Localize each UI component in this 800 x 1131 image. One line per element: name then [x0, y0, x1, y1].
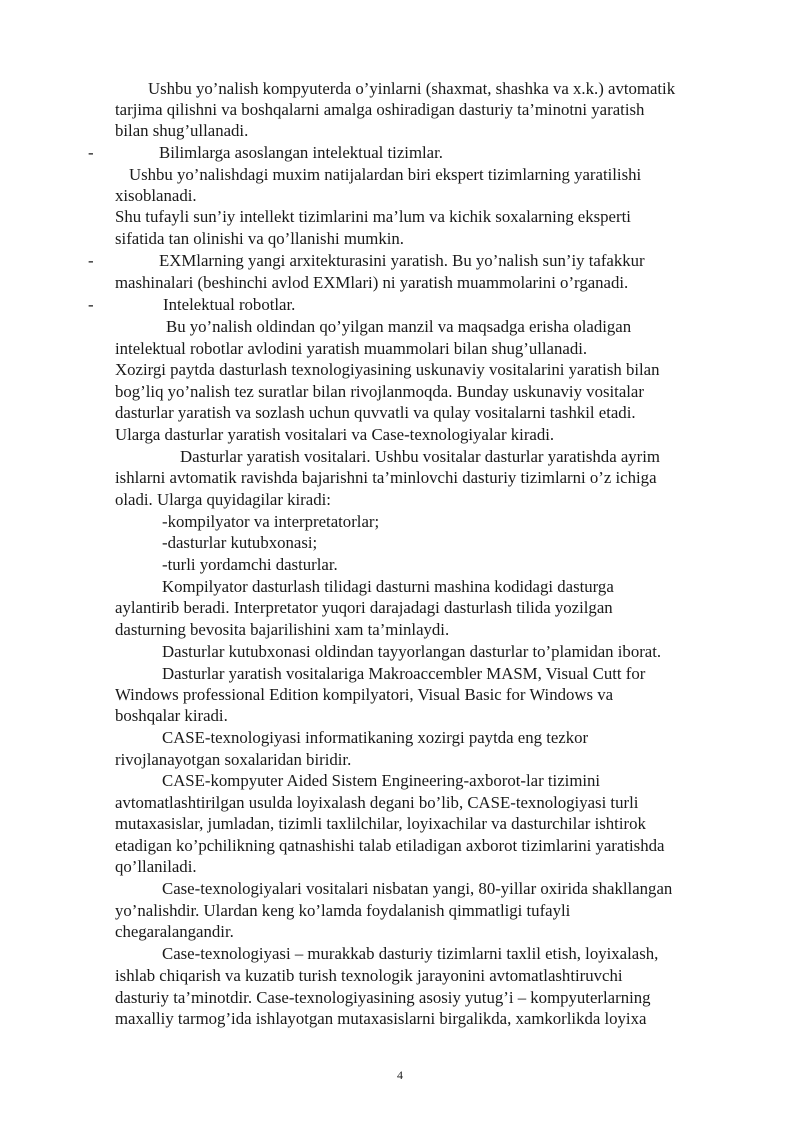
text-line: xisoblanadi. [115, 186, 197, 205]
text-line: Kompilyator dasturlash tilidagi dasturni mashina kodidagi dasturga [162, 577, 614, 596]
text-line: bilan shug’ullanadi. [115, 121, 249, 140]
text-line: ishlarni avtomatik ravishda bajarishni ta’minlovchi dasturiy tizimlarni o’z ichiga [115, 468, 657, 487]
list-item: -dasturlar kutubxonasi; [162, 533, 318, 552]
list-item: -kompilyator va interpretatorlar; [162, 512, 380, 531]
text-line: Ushbu yo’nalish kompyuterda o’yinlarni (shaxmat, shashka va x.k.) avtomatik [148, 79, 676, 98]
text-line: avtomatlashtirilgan usulda loyixalash degani bo’lib, CASE-texnologiyasi turli [115, 793, 639, 812]
list-item-heading: Intelektual robotlar. [163, 295, 296, 314]
text-line: Case-texnologiyasi – murakkab dasturiy tizimlarni taxlil etish, loyixalash, [162, 944, 659, 963]
text-line: dasturlar yaratish va sozlash uchun quvvatli va qulay vositalarni tashkil etadi. [115, 403, 636, 422]
list-dash: - [88, 251, 94, 270]
text-line: tarjima qilishni va boshqalarni amalga oshiradigan dasturiy ta’minotni yaratish [115, 100, 645, 119]
list-dash: - [88, 143, 94, 162]
text-line: ishlab chiqarish va kuzatib turish texnologik jarayonini avtomatlashtiruvchi [115, 966, 623, 985]
text-line: CASE-texnologiyasi informatikaning xozirgi paytda eng tezkor [162, 728, 589, 747]
text-line: yo’nalishdir. Ulardan keng ko’lamda foydalanish qimmatligi tufayli [115, 901, 571, 920]
text-line: sifatida tan olinishi va qo’llanishi mumkin. [115, 229, 404, 248]
text-line: bog’liq yo’nalish tez suratlar bilan rivojlanmoqda. Bunday uskunaviy vositalar [115, 382, 644, 401]
text-line: qo’llaniladi. [115, 857, 197, 876]
text-line: Ularga dasturlar yaratish vositalari va Case-texnologiyalar kiradi. [115, 425, 555, 444]
text-line: boshqalar kiradi. [115, 706, 228, 725]
text-line: Ushbu yo’nalishdagi muxim natijalardan biri ekspert tizimlarning yaratilishi [129, 165, 642, 184]
text-line: mutaxasislar, jumladan, tizimli taxlilchilar, loyixachilar va dasturchilar ishtirok [115, 814, 646, 833]
text-line: Dasturlar yaratish vositalari. Ushbu vositalar dasturlar yaratishda ayrim [180, 447, 660, 466]
text-line: rivojlanayotgan soxalaridan biridir. [115, 750, 352, 769]
text-line: oladi. Ularga quyidagilar kiradi: [115, 490, 331, 509]
text-line: CASE-kompyuter Aided Sistem Engineering-axborot-lar tizimini [162, 771, 601, 790]
list-item-heading: Bilimlarga asoslangan intelektual tizimlar. [159, 143, 443, 162]
text-line: Dasturlar yaratish vositalariga Makroaccembler MASM, Visual Cutt for [162, 664, 646, 683]
text-line: Dasturlar kutubxonasi oldindan tayyorlangan dasturlar to’plamidan iborat. [162, 642, 662, 661]
text-line: Shu tufayli sun’iy intellekt tizimlarini ma’lum va kichik soxalarning eksperti [115, 207, 631, 226]
text-line: intelektual robotlar avlodini yaratish muammolari bilan shug’ullanadi. [115, 339, 588, 358]
page-number: 4 [397, 1068, 403, 1082]
text-line: Windows professional Edition kompilyatori, Visual Basic for Windows va [115, 685, 614, 704]
text-line: maxalliy tarmog’ida ishlayotgan mutaxasislarni birgalikda, xamkorlikda loyixa [115, 1009, 647, 1028]
text-line: chegaralangandir. [115, 922, 234, 941]
list-item-heading: EXMlarning yangi arxitekturasini yaratish. Bu yo’nalish sun’iy tafakkur [159, 251, 645, 270]
list-dash: - [88, 295, 94, 314]
text-line: dasturiy ta’minotdir. Case-texnologiyasining asosiy yutug’i – kompyuterlarning [115, 988, 651, 1007]
text-line: mashinalari (beshinchi avlod EXMlari) ni yaratish muammolarini o’rganadi. [115, 273, 629, 292]
list-item: -turli yordamchi dasturlar. [162, 555, 338, 574]
text-line: Bu yo’nalish oldindan qo’yilgan manzil va maqsadga erisha oladigan [166, 317, 632, 336]
text-line: etadigan ko’pchilikning qatnashishi talab etiladigan axborot tizimlarini yaratishda [115, 836, 665, 855]
text-line: Case-texnologiyalari vositalari nisbatan yangi, 80-yillar oxirida shakllangan [162, 879, 673, 898]
text-line: aylantirib beradi. Interpretator yuqori darajadagi dasturlash tilida yozilgan [115, 598, 613, 617]
text-line: Xozirgi paytda dasturlash texnologiyasining uskunaviy vositalarini yaratish bilan [115, 360, 660, 379]
text-line: dasturning bevosita bajarilishini xam ta’minlaydi. [115, 620, 450, 639]
